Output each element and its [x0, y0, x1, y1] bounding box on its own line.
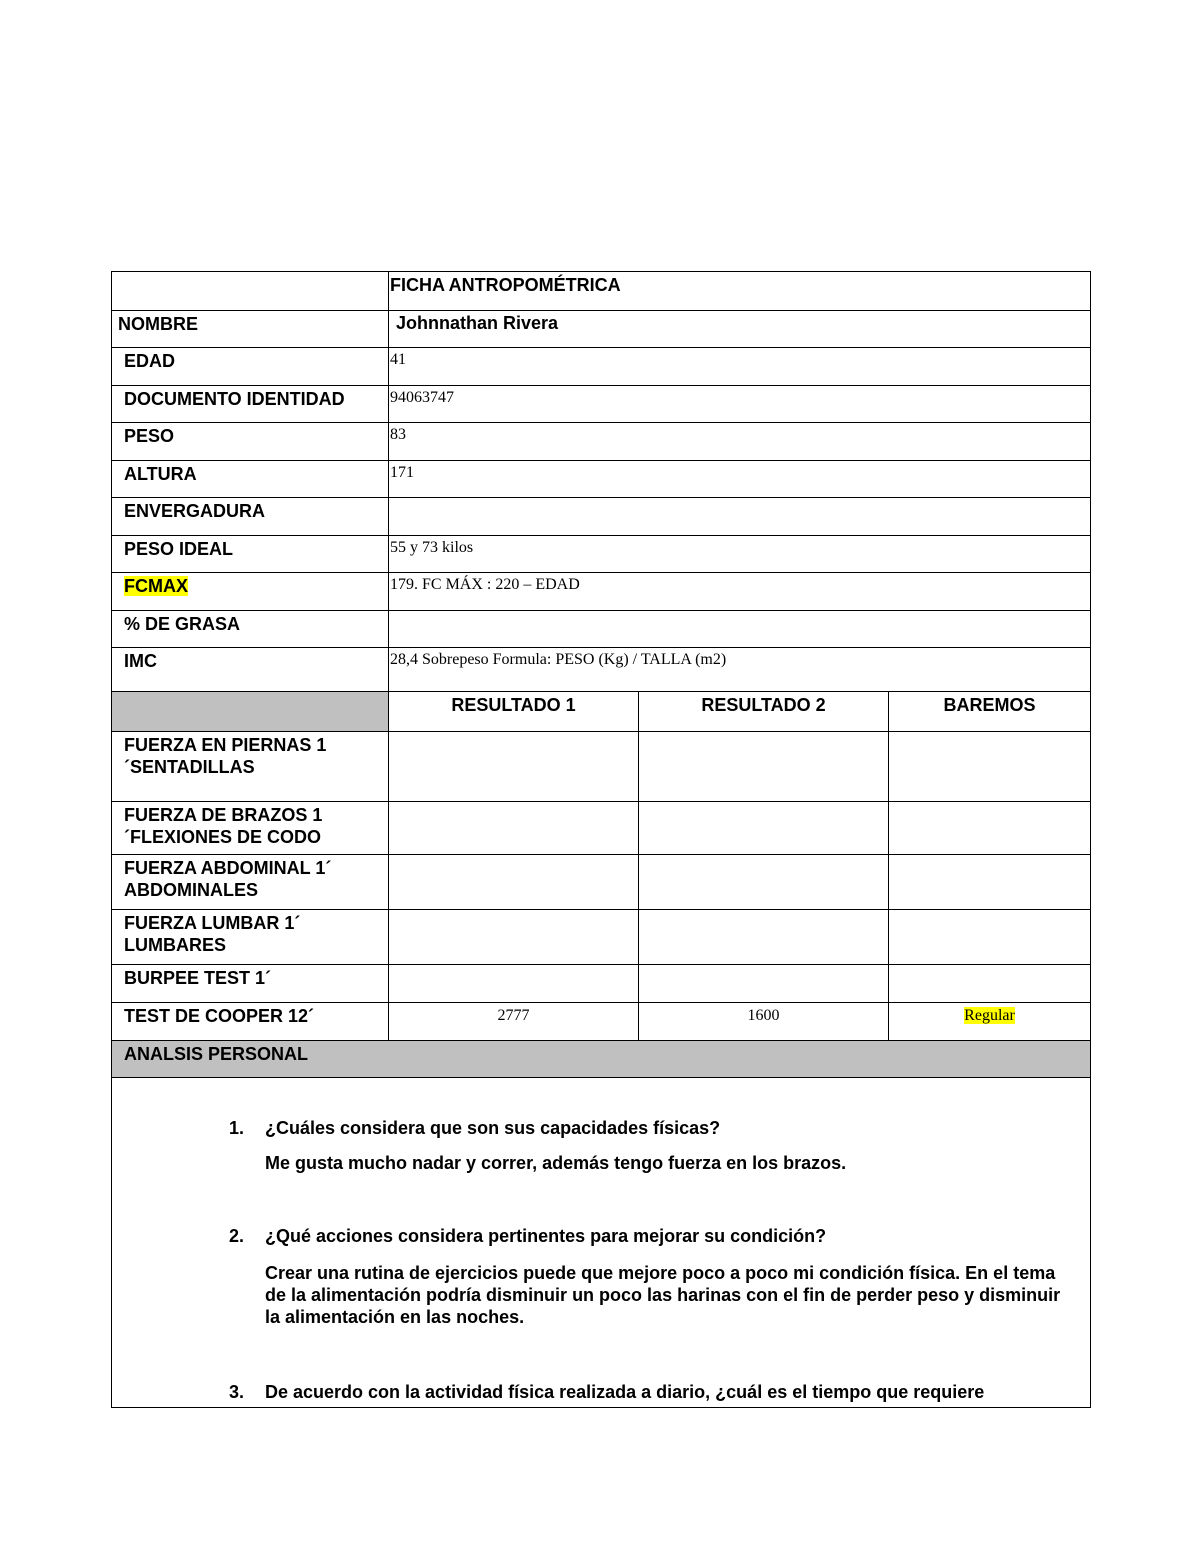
test-baremos [889, 732, 1091, 802]
analysis-cell [112, 1078, 1091, 1408]
field-value-grasa [389, 611, 1091, 648]
test-row [112, 965, 1091, 1003]
analysis-header-row [112, 1041, 1091, 1078]
question [229, 1117, 1080, 1139]
field-label-edad: EDAD [112, 348, 389, 386]
field-label-fcmax-cell [112, 573, 389, 611]
analysis-row [112, 1078, 1091, 1408]
test-label: TEST DE COOPER 12´ [112, 1003, 389, 1041]
field-label-envergadura: ENVERGADURA [112, 498, 389, 536]
question-number: 1. [229, 1118, 245, 1138]
test-row [112, 802, 1091, 855]
tests-header-resultado-1: RESULTADO 1 [389, 692, 639, 732]
test-label: FUERZA EN PIERNAS 1 ´SENTADILLAS [112, 732, 389, 802]
test-baremos [889, 910, 1091, 965]
field-label-nombre: NOMBRE [112, 311, 389, 348]
field-label-peso: PESO [112, 423, 389, 461]
field-value-peso: 83 [389, 423, 1091, 461]
test-baremos [889, 802, 1091, 855]
field-row [112, 311, 1091, 348]
test-row [112, 855, 1091, 910]
title-empty-cell [112, 272, 389, 311]
test-result-1 [389, 910, 639, 965]
test-label: FUERZA ABDOMINAL 1´ ABDOMINALES [112, 855, 389, 910]
test-result-1 [389, 965, 639, 1003]
tests-header-row [112, 692, 1091, 732]
test-result-2 [639, 965, 889, 1003]
test-result-2 [639, 732, 889, 802]
tests-header-blank [112, 692, 389, 732]
question-text: ¿Cuáles considera que son sus capacidades físicas? [265, 1118, 721, 1138]
field-value-imc: 28,4 Sobrepeso Formula: PESO (Kg) / TALLA (m2) [389, 648, 1091, 692]
field-row [112, 536, 1091, 573]
field-label-altura: ALTURA [112, 461, 389, 498]
test-result-1 [389, 732, 639, 802]
field-row [112, 573, 1091, 611]
test-label: FUERZA DE BRAZOS 1 ´FLEXIONES DE CODO [112, 802, 389, 855]
question-text: De acuerdo con la actividad física realizada a diario, ¿cuál es el tiempo que requiere [265, 1382, 985, 1402]
field-value-edad: 41 [389, 348, 1091, 386]
question-text: ¿Qué acciones considera pertinentes para mejorar su condición? [265, 1226, 827, 1246]
test-result-2: 1600 [639, 1003, 889, 1041]
question-number: 2. [229, 1226, 245, 1246]
field-label-peso-ideal: PESO IDEAL [112, 536, 389, 573]
question [229, 1381, 1080, 1403]
answer-text: Me gusta mucho nadar y correr, además tengo fuerza en los brazos. [265, 1153, 847, 1173]
test-result-2 [639, 802, 889, 855]
test-row [112, 910, 1091, 965]
test-result-2 [639, 910, 889, 965]
test-baremos: Regular [964, 1007, 1015, 1024]
test-baremos-cell [889, 1003, 1091, 1041]
title-row [112, 272, 1091, 311]
field-row [112, 423, 1091, 461]
test-result-1 [389, 802, 639, 855]
field-label-imc: IMC [112, 648, 389, 692]
tests-header-resultado-2: RESULTADO 2 [639, 692, 889, 732]
field-value-altura: 171 [389, 461, 1091, 498]
test-result-1: 2777 [389, 1003, 639, 1041]
field-value-envergadura [389, 498, 1091, 536]
field-value-documento: 94063747 [389, 386, 1091, 423]
field-label-grasa: % DE GRASA [112, 611, 389, 648]
tests-header-baremos: BAREMOS [889, 692, 1091, 732]
test-label: BURPEE TEST 1´ [112, 965, 389, 1003]
field-value-fcmax: 179. FC MÁX : 220 – EDAD [389, 573, 1091, 611]
field-value-nombre: Johnnathan Rivera [389, 311, 1091, 348]
field-row [112, 461, 1091, 498]
answer-text: Crear una rutina de ejercicios puede que mejore poco a poco mi condición física. En el tema de la alimentación podría disminuir un poco las harinas con el fin de perder peso y disminuir la alimentación en las noches. [265, 1263, 1061, 1327]
field-value-peso-ideal: 55 y 73 kilos [389, 536, 1091, 573]
field-row [112, 386, 1091, 423]
question [229, 1225, 1080, 1247]
test-result-2 [639, 855, 889, 910]
ficha-table [111, 271, 1091, 1408]
field-row [112, 611, 1091, 648]
test-row [112, 1003, 1091, 1041]
test-row [112, 732, 1091, 802]
field-row [112, 498, 1091, 536]
analysis-questions [229, 1078, 1080, 1403]
test-result-1 [389, 855, 639, 910]
field-label-fcmax: FCMAX [124, 576, 188, 596]
field-row [112, 648, 1091, 692]
question-number: 3. [229, 1382, 245, 1402]
document-title: FICHA ANTROPOMÉTRICA [389, 272, 1091, 311]
field-row [112, 348, 1091, 386]
field-label-documento: DOCUMENTO IDENTIDAD [112, 386, 389, 423]
test-baremos [889, 965, 1091, 1003]
analysis-title: ANALSIS PERSONAL [112, 1041, 1091, 1078]
test-label: FUERZA LUMBAR 1´ LUMBARES [112, 910, 389, 965]
test-baremos [889, 855, 1091, 910]
